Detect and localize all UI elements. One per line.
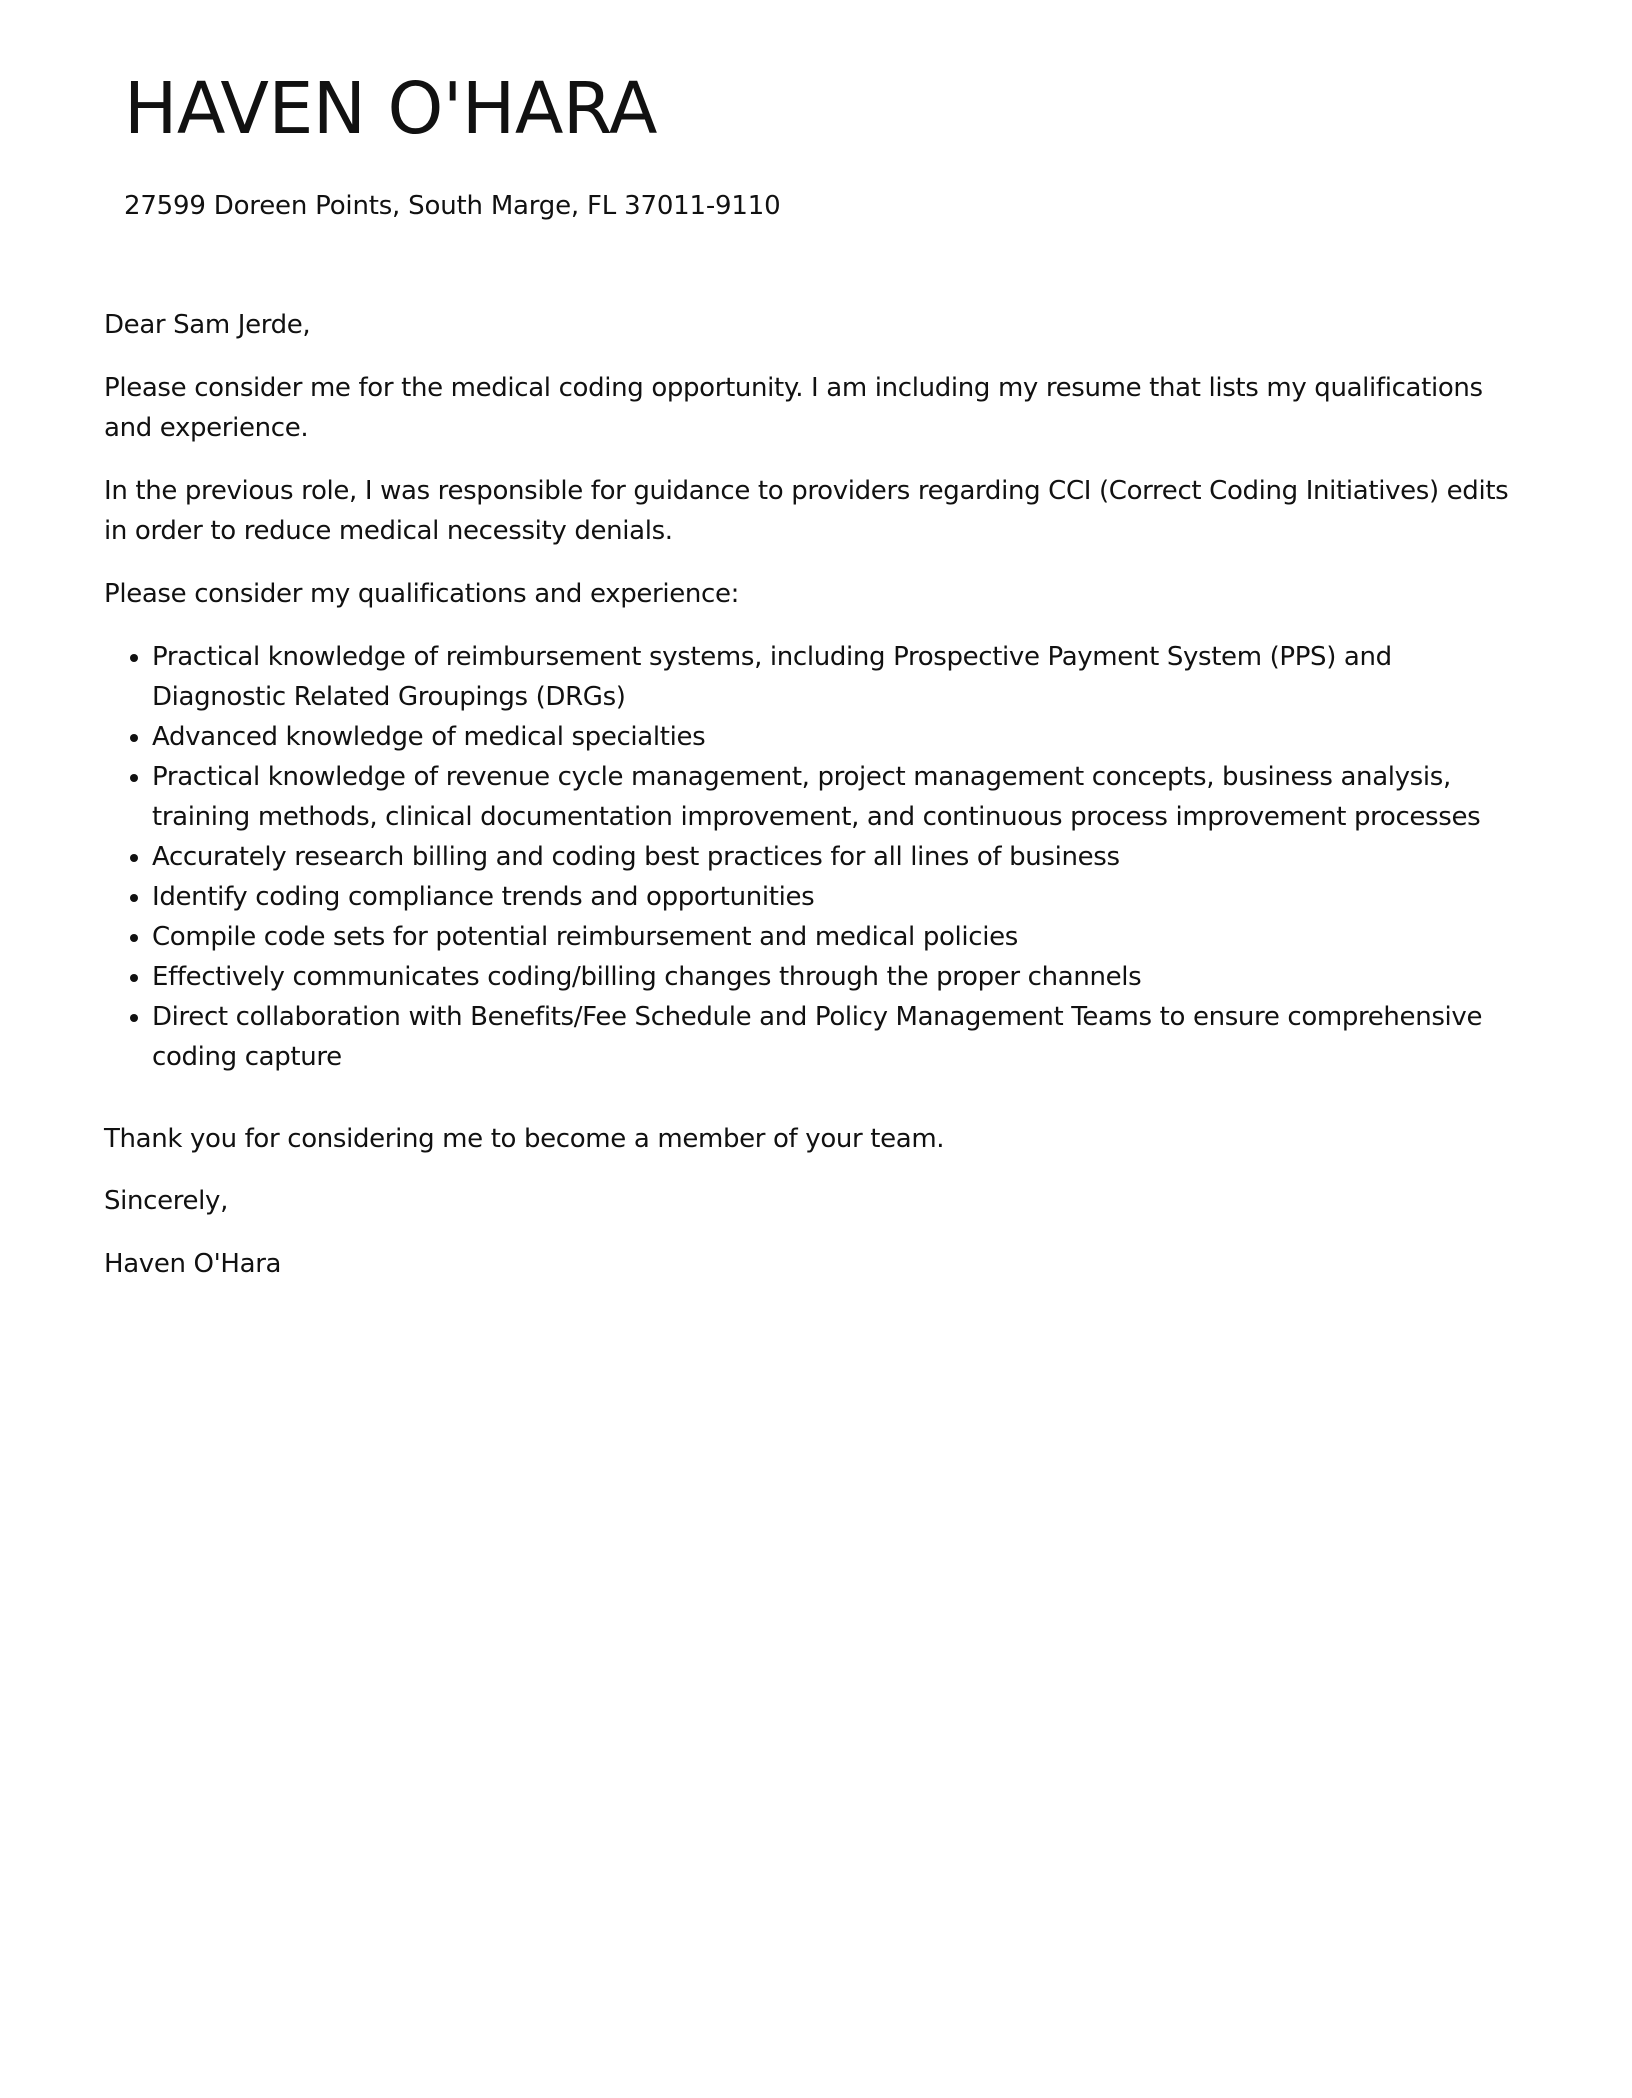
list-item: • Compile code sets for potential reimbursement and medical policies xyxy=(152,917,1528,957)
signature-name: Haven O'Hara xyxy=(104,1249,282,1279)
list-item: • Effectively communicates coding/billing changes through the proper channels xyxy=(152,957,1528,997)
closing-line: Thank you for considering me to become a member of your team. xyxy=(104,1124,945,1154)
list-item: • Advanced knowledge of medical specialties xyxy=(152,717,1528,757)
list-item: • Practical knowledge of revenue cycle management, project management concepts, business analysis, training methods, clinical documentation improvement, and continuous process improvement processes xyxy=(152,757,1528,837)
signoff: Sincerely, xyxy=(104,1186,228,1216)
list-item: • Direct collaboration with Benefits/Fee Schedule and Policy Management Teams to ensure comprehensive coding capture xyxy=(152,997,1528,1077)
qualifications-list xyxy=(104,637,1528,1077)
applicant-name: HAVEN O'HARA xyxy=(124,67,657,150)
salutation: Dear Sam Jerde, xyxy=(104,310,311,340)
letter-body xyxy=(104,305,1528,1307)
applicant-address: 27599 Doreen Points, South Marge, FL 37011-9110 xyxy=(124,191,781,222)
list-item: • Practical knowledge of reimbursement systems, including Prospective Payment System (PPS) and Diagnostic Related Groupings (DRGs) xyxy=(152,637,1528,717)
qualifications-intro: Please consider my qualifications and experience: xyxy=(104,579,739,609)
list-item: • Accurately research billing and coding best practices for all lines of business xyxy=(152,837,1528,877)
list-item: • Identify coding compliance trends and opportunities xyxy=(152,877,1528,917)
intro-paragraph: Please consider me for the medical coding opportunity. I am including my resume that lists my qualifications and experience. xyxy=(104,373,1483,443)
letter-header xyxy=(124,67,1528,224)
previous-role-paragraph: In the previous role, I was responsible for guidance to providers regarding CCI (Correct Coding Initiatives) edits in order to reduce medical necessity denials. xyxy=(104,476,1509,546)
